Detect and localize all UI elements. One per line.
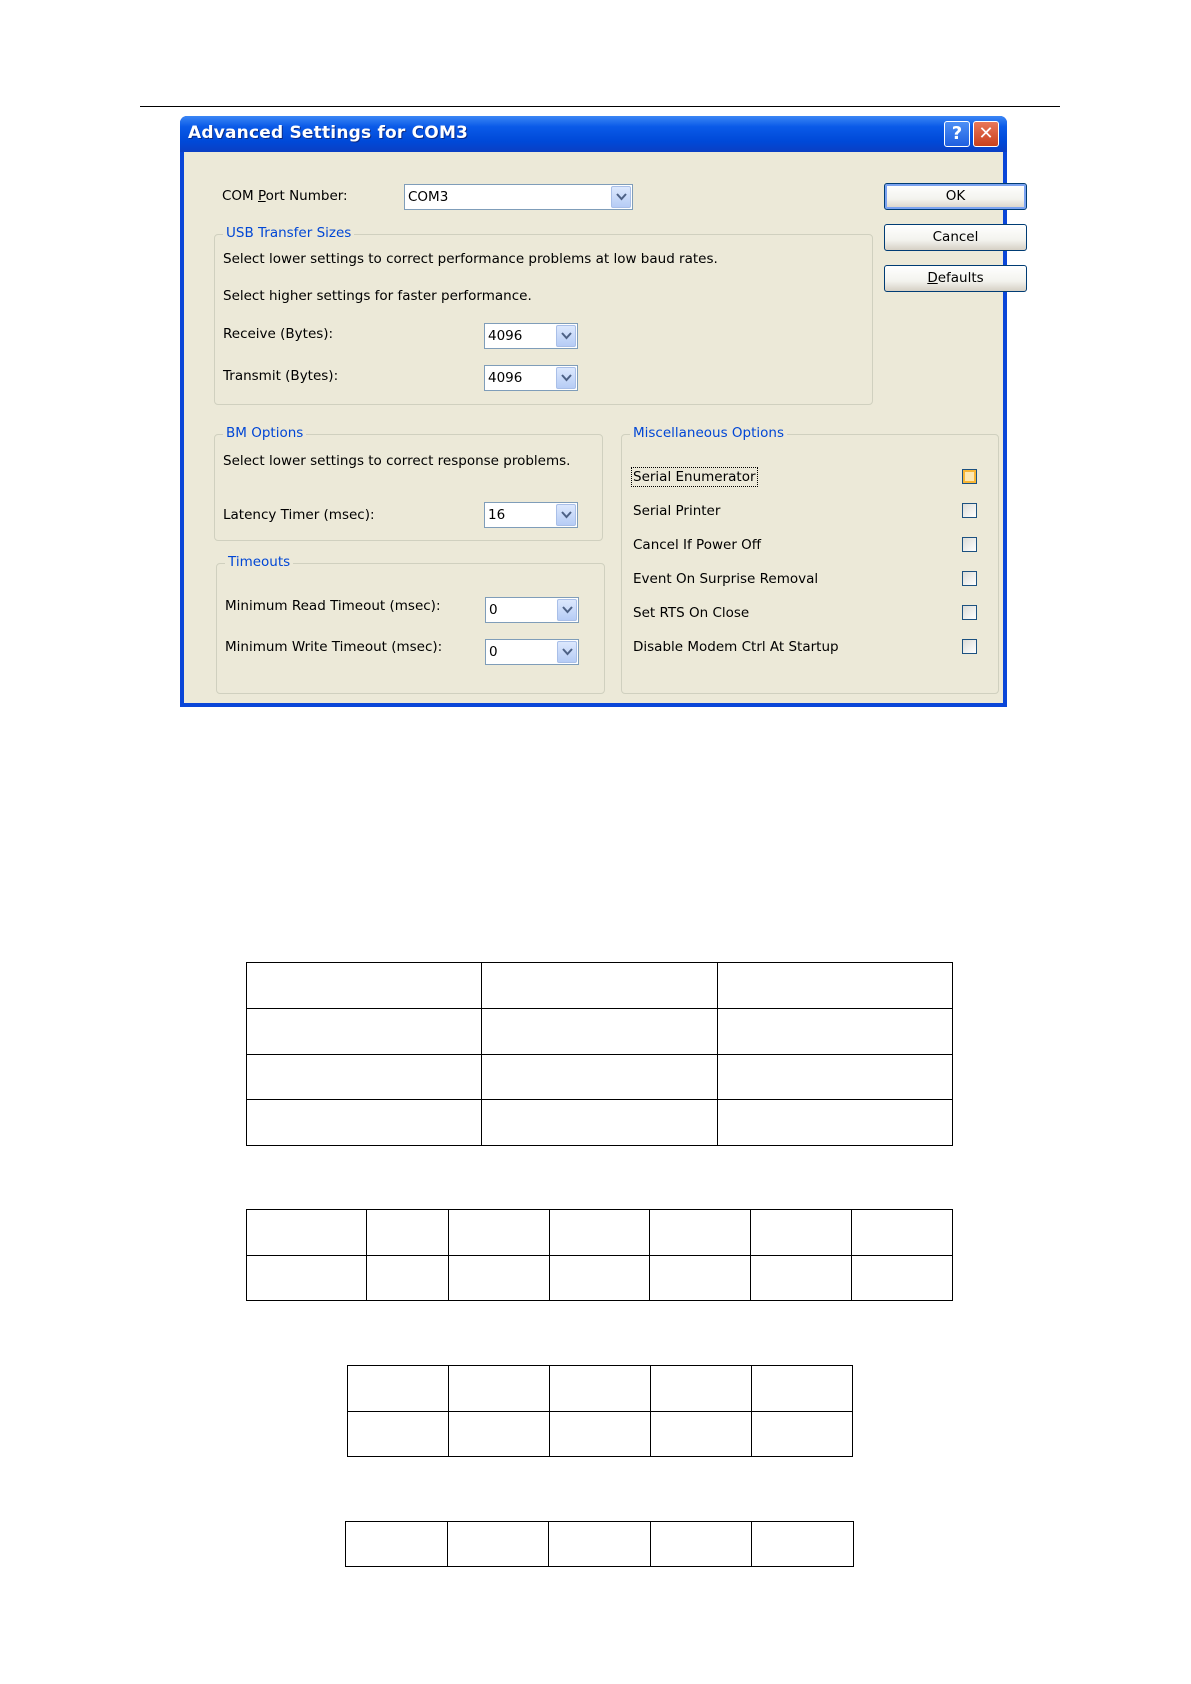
bm-options-group xyxy=(214,425,603,541)
timeouts-group xyxy=(216,554,605,694)
com-port-label: COM Port Number: xyxy=(222,188,348,204)
bm-options-hint: Select lower settings to correct response problems. xyxy=(223,453,571,469)
table-cell xyxy=(366,1255,448,1301)
chevron-down-icon[interactable] xyxy=(556,325,576,347)
table-cell xyxy=(752,1411,853,1457)
usb-transfer-title: USB Transfer Sizes xyxy=(223,225,354,241)
receive-label: Receive (Bytes): xyxy=(223,326,334,342)
table-cell xyxy=(247,1100,482,1146)
dialog-titlebar[interactable] xyxy=(180,116,1007,152)
table-cell xyxy=(549,1522,651,1567)
usb-transfer-hint-1: Select lower settings to correct performance problems at low baud rates. xyxy=(223,251,718,267)
table-cell xyxy=(549,1210,650,1256)
disable-modem-ctrl-checkbox[interactable] xyxy=(962,639,977,654)
table-cell xyxy=(247,1054,482,1100)
table-cell xyxy=(449,1366,550,1412)
ok-button[interactable]: OK xyxy=(884,183,1027,210)
table-cell xyxy=(247,963,482,1009)
dialog-title: Advanced Settings for COM3 xyxy=(188,123,469,143)
dialog-body xyxy=(184,152,1003,703)
table-cell xyxy=(346,1522,448,1567)
table-row xyxy=(247,1210,953,1256)
chevron-down-icon[interactable] xyxy=(611,186,631,208)
document-table-3 xyxy=(347,1365,853,1457)
document-table-1 xyxy=(246,962,953,1146)
table-row xyxy=(247,1100,953,1146)
table-cell xyxy=(482,963,717,1009)
table-cell xyxy=(650,1210,751,1256)
close-icon: ✕ xyxy=(978,123,994,144)
document-table-4 xyxy=(345,1521,854,1567)
table-row xyxy=(247,1008,953,1054)
chevron-down-icon[interactable] xyxy=(556,367,576,389)
table-cell xyxy=(247,1255,367,1301)
write-timeout-value: 0 xyxy=(489,644,498,660)
table-cell xyxy=(448,1210,549,1256)
table-cell xyxy=(549,1255,650,1301)
table-cell xyxy=(348,1411,449,1457)
write-timeout-select[interactable] xyxy=(485,639,579,665)
cancel-if-power-off-checkbox[interactable] xyxy=(962,537,977,552)
table-cell xyxy=(482,1100,717,1146)
table-cell xyxy=(247,1210,367,1256)
table-cell xyxy=(449,1411,550,1457)
timeouts-title: Timeouts xyxy=(225,554,293,570)
latency-select[interactable] xyxy=(484,502,578,528)
event-on-surprise-removal-label[interactable]: Event On Surprise Removal xyxy=(633,571,819,587)
table-cell xyxy=(717,1100,952,1146)
cancel-if-power-off-label[interactable]: Cancel If Power Off xyxy=(633,537,762,553)
help-button[interactable] xyxy=(944,121,970,147)
read-timeout-select[interactable] xyxy=(485,597,579,623)
serial-enumerator-checkbox[interactable] xyxy=(962,469,977,484)
read-timeout-value: 0 xyxy=(489,602,498,618)
serial-printer-label[interactable]: Serial Printer xyxy=(633,503,721,519)
usb-transfer-hint-2: Select higher settings for faster performance. xyxy=(223,288,532,304)
table-cell xyxy=(550,1366,651,1412)
table-cell xyxy=(247,1008,482,1054)
serial-printer-checkbox[interactable] xyxy=(962,503,977,518)
table-cell xyxy=(650,1255,751,1301)
read-timeout-label: Minimum Read Timeout (msec): xyxy=(225,598,441,614)
table-cell xyxy=(651,1411,752,1457)
table-row xyxy=(247,963,953,1009)
chevron-down-icon[interactable] xyxy=(556,504,576,526)
table-row xyxy=(346,1522,854,1567)
table-cell xyxy=(717,963,952,1009)
latency-value: 16 xyxy=(488,507,506,523)
misc-options-group xyxy=(621,425,999,694)
serial-enumerator-label[interactable]: Serial Enumerator xyxy=(633,469,756,485)
set-rts-on-close-label[interactable]: Set RTS On Close xyxy=(633,605,750,621)
latency-label: Latency Timer (msec): xyxy=(223,507,375,523)
transmit-label: Transmit (Bytes): xyxy=(223,368,339,384)
bm-options-title: BM Options xyxy=(223,425,306,441)
receive-select[interactable] xyxy=(484,323,578,349)
help-icon: ? xyxy=(951,123,963,144)
table-cell xyxy=(348,1366,449,1412)
table-cell xyxy=(852,1255,953,1301)
close-button[interactable] xyxy=(973,121,999,147)
set-rts-on-close-checkbox[interactable] xyxy=(962,605,977,620)
table-cell xyxy=(751,1255,852,1301)
table-row xyxy=(247,1054,953,1100)
com-port-select[interactable] xyxy=(404,184,633,210)
disable-modem-ctrl-label[interactable]: Disable Modem Ctrl At Startup xyxy=(633,639,839,655)
transmit-select[interactable] xyxy=(484,365,578,391)
table-cell xyxy=(752,1366,853,1412)
table-cell xyxy=(448,1255,549,1301)
table-cell xyxy=(482,1054,717,1100)
table-cell xyxy=(650,1522,752,1567)
table-cell xyxy=(852,1210,953,1256)
transmit-value: 4096 xyxy=(488,370,523,386)
chevron-down-icon[interactable] xyxy=(557,599,577,621)
cancel-button[interactable]: Cancel xyxy=(884,224,1027,251)
chevron-down-icon[interactable] xyxy=(557,641,577,663)
table-cell xyxy=(752,1522,854,1567)
event-on-surprise-removal-checkbox[interactable] xyxy=(962,571,977,586)
table-cell xyxy=(447,1522,549,1567)
table-row xyxy=(247,1255,953,1301)
page-header-rule xyxy=(140,106,1060,107)
table-row xyxy=(348,1411,853,1457)
com-port-value: COM3 xyxy=(408,189,449,205)
table-cell xyxy=(482,1008,717,1054)
table-cell xyxy=(651,1366,752,1412)
table-cell xyxy=(717,1054,952,1100)
table-row xyxy=(348,1366,853,1412)
receive-value: 4096 xyxy=(488,328,523,344)
usb-transfer-group xyxy=(214,225,873,405)
advanced-settings-dialog xyxy=(180,116,1007,707)
table-cell xyxy=(366,1210,448,1256)
misc-options-title: Miscellaneous Options xyxy=(630,425,787,441)
defaults-button[interactable]: Defaults xyxy=(884,265,1027,292)
table-cell xyxy=(717,1008,952,1054)
table-cell xyxy=(751,1210,852,1256)
write-timeout-label: Minimum Write Timeout (msec): xyxy=(225,639,443,655)
document-table-2 xyxy=(246,1209,953,1301)
table-cell xyxy=(550,1411,651,1457)
